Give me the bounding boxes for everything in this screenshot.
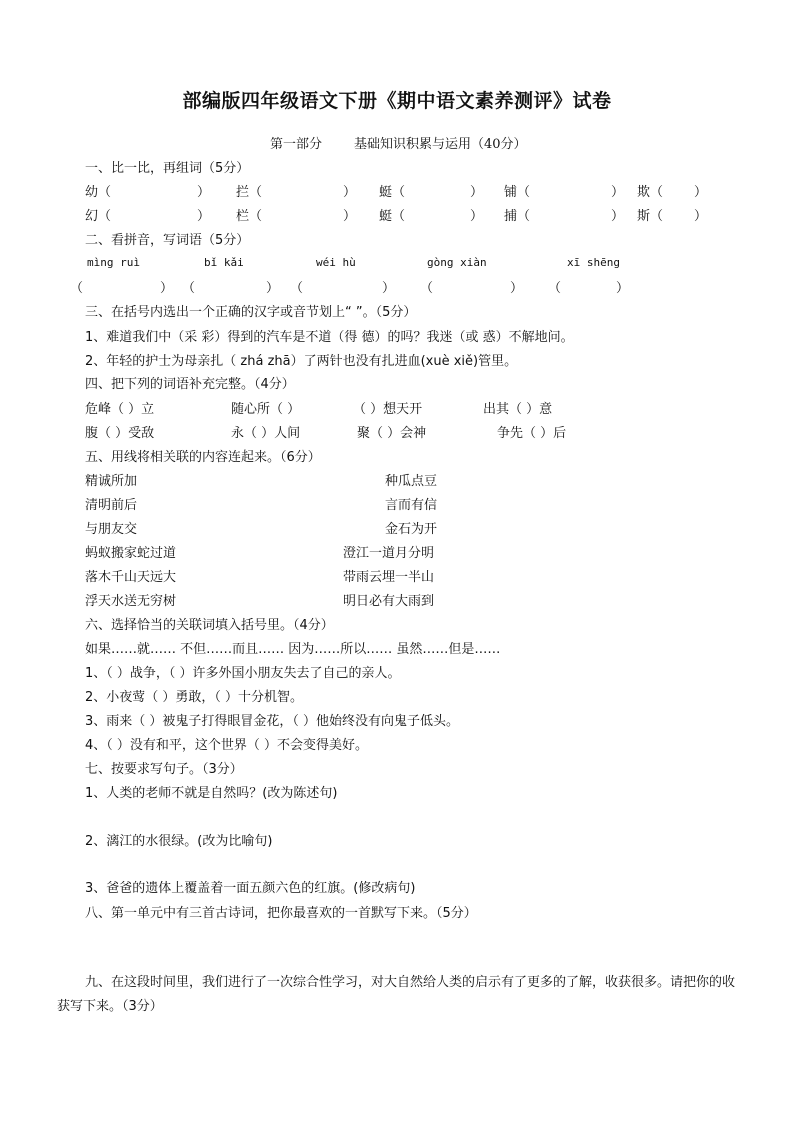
idiom-blank: 争先（ ）后: [497, 426, 567, 441]
q5-right-item: 带雨云埋一半山: [343, 570, 435, 585]
q1-cell: 蜓（: [379, 209, 406, 224]
q5-left-item: 落木千山天远大: [85, 570, 177, 585]
q4-heading: 四、把下列的词语补充完整。（4分）: [85, 377, 295, 392]
q1-cell: ）: [197, 185, 211, 200]
q3-heading: 三、在括号内选出一个正确的汉字或音节划上“ ”。（5分）: [85, 305, 417, 320]
q7-item: 3、爸爸的遗体上覆盖着一面五颜六色的红旗。(修改病句): [85, 881, 416, 896]
idiom-blank: （ ）想天开: [353, 402, 423, 417]
q1-cell: 欺（: [637, 185, 664, 200]
answer-box: ）: [382, 281, 396, 296]
q1-cell: 铺（: [504, 185, 531, 200]
answer-box: ）: [510, 281, 524, 296]
pinyin: bǐ kǎi: [204, 256, 244, 269]
part-name: 基础知识积累与运用（40分）: [354, 137, 527, 152]
q1-cell: ）: [343, 185, 357, 200]
idiom-blank: 随心所（ ）: [231, 402, 301, 417]
q8-heading: 八、第一单元中有三首古诗词，把你最喜欢的一首默写下来。（5分）: [85, 906, 477, 921]
q5-left-item: 与朋友交: [85, 522, 138, 537]
q1-cell: ）: [470, 185, 484, 200]
q1-cell: ）: [343, 209, 357, 224]
q6-item: 4、（ ）没有和平，这个世界（ ）不会变得美好。: [85, 738, 369, 753]
q2-heading: 二、看拼音，写词语（5分）: [85, 233, 250, 248]
pinyin: mìng ruì: [87, 256, 140, 269]
q1-cell: 幻（: [85, 209, 112, 224]
q6-heading: 六、选择恰当的关联词填入括号里。（4分）: [85, 618, 334, 633]
idiom-blank: 出其（ ）意: [483, 402, 553, 417]
q6-item: 2、小夜莺（ ）勇敢，（ ）十分机智。: [85, 690, 304, 705]
answer-box: ）: [266, 281, 280, 296]
idiom-blank: 腹（ ）受敌: [85, 426, 155, 441]
q1-cell: 斯（: [637, 209, 664, 224]
q5-left-item: 浮天水送无穷树: [85, 594, 177, 609]
q6-options: 如果……就…… 不但……而且…… 因为……所以…… 虽然……但是……: [85, 642, 501, 657]
q3-line-1: 1、难道我们中（采 彩）得到的汽车是不道（得 德）的吗？我迷（或 惑）不解地问。: [85, 330, 574, 345]
answer-box: （: [290, 281, 304, 296]
answer-box: （: [70, 281, 84, 296]
answer-box: ）: [160, 281, 174, 296]
q5-left-item: 蚂蚁搬家蛇过道: [85, 546, 177, 561]
idiom-blank: 聚（ ）会神: [357, 426, 427, 441]
q7-item: 1、人类的老师不就是自然吗？(改为陈述句): [85, 786, 338, 801]
q6-item: 3、雨来（ ）被鬼子打得眼冒金花，（ ）他始终没有向鬼子低头。: [85, 714, 460, 729]
q1-cell: ）: [611, 185, 625, 200]
q5-right-item: 明日必有大雨到: [343, 594, 435, 609]
part-heading: [270, 133, 527, 152]
q1-cell: ）: [694, 185, 708, 200]
q7-heading: 七、按要求写句子。（3分）: [85, 762, 243, 777]
q1-cell: ）: [197, 209, 211, 224]
page-title: 部编版四年级语文下册《期中语文素养测评》试卷: [182, 90, 612, 112]
q5-right-item: 金石为开: [385, 522, 438, 537]
q5-heading: 五、用线将相关联的内容连起来。（6分）: [85, 450, 321, 465]
answer-box: （: [182, 281, 196, 296]
answer-box: ）: [616, 281, 630, 296]
answer-box: （: [420, 281, 434, 296]
q1-heading: 一、比一比，再组词（5分）: [85, 161, 250, 176]
q5-left-item: 精诚所加: [85, 474, 138, 489]
q5-right-item: 种瓜点豆: [385, 474, 438, 489]
q3-line-2: 2、年轻的护士为母亲扎（ zhá zhā）了两针也没有扎进血(xuè xiě)管里。: [85, 354, 518, 369]
q5-left-item: 清明前后: [85, 498, 138, 513]
q1-cell: ）: [470, 209, 484, 224]
q1-cell: 蜓（: [379, 185, 406, 200]
idiom-blank: 永（ ）人间: [231, 426, 301, 441]
answer-box: （: [548, 281, 562, 296]
q9-text: 九、在这段时间里，我们进行了一次综合性学习，对大自然给人类的启示有了更多的了解，收获很多。请把你的收获写下来。（3分）: [57, 975, 736, 1014]
part-label: 第一部分: [270, 137, 323, 152]
q1-cell: 幼（: [85, 185, 112, 200]
q1-cell: ）: [694, 209, 708, 224]
pinyin: wéi hù: [316, 256, 356, 269]
q1-cell: 栏（: [236, 209, 263, 224]
q7-item: 2、漓江的水很绿。(改为比喻句): [85, 834, 273, 849]
q5-right-item: 言而有信: [385, 498, 438, 513]
pinyin: xī shēng: [567, 256, 620, 269]
q5-right-item: 澄江一道月分明: [343, 546, 435, 561]
q1-cell: ）: [611, 209, 625, 224]
q6-item: 1、（ ）战争，（ ）许多外国小朋友失去了自己的亲人。: [85, 666, 401, 681]
idiom-blank: 危峰（ ）立: [85, 402, 155, 417]
q1-cell: 拦（: [236, 185, 263, 200]
pinyin: gòng xiàn: [427, 256, 487, 269]
q1-cell: 捕（: [504, 209, 531, 224]
